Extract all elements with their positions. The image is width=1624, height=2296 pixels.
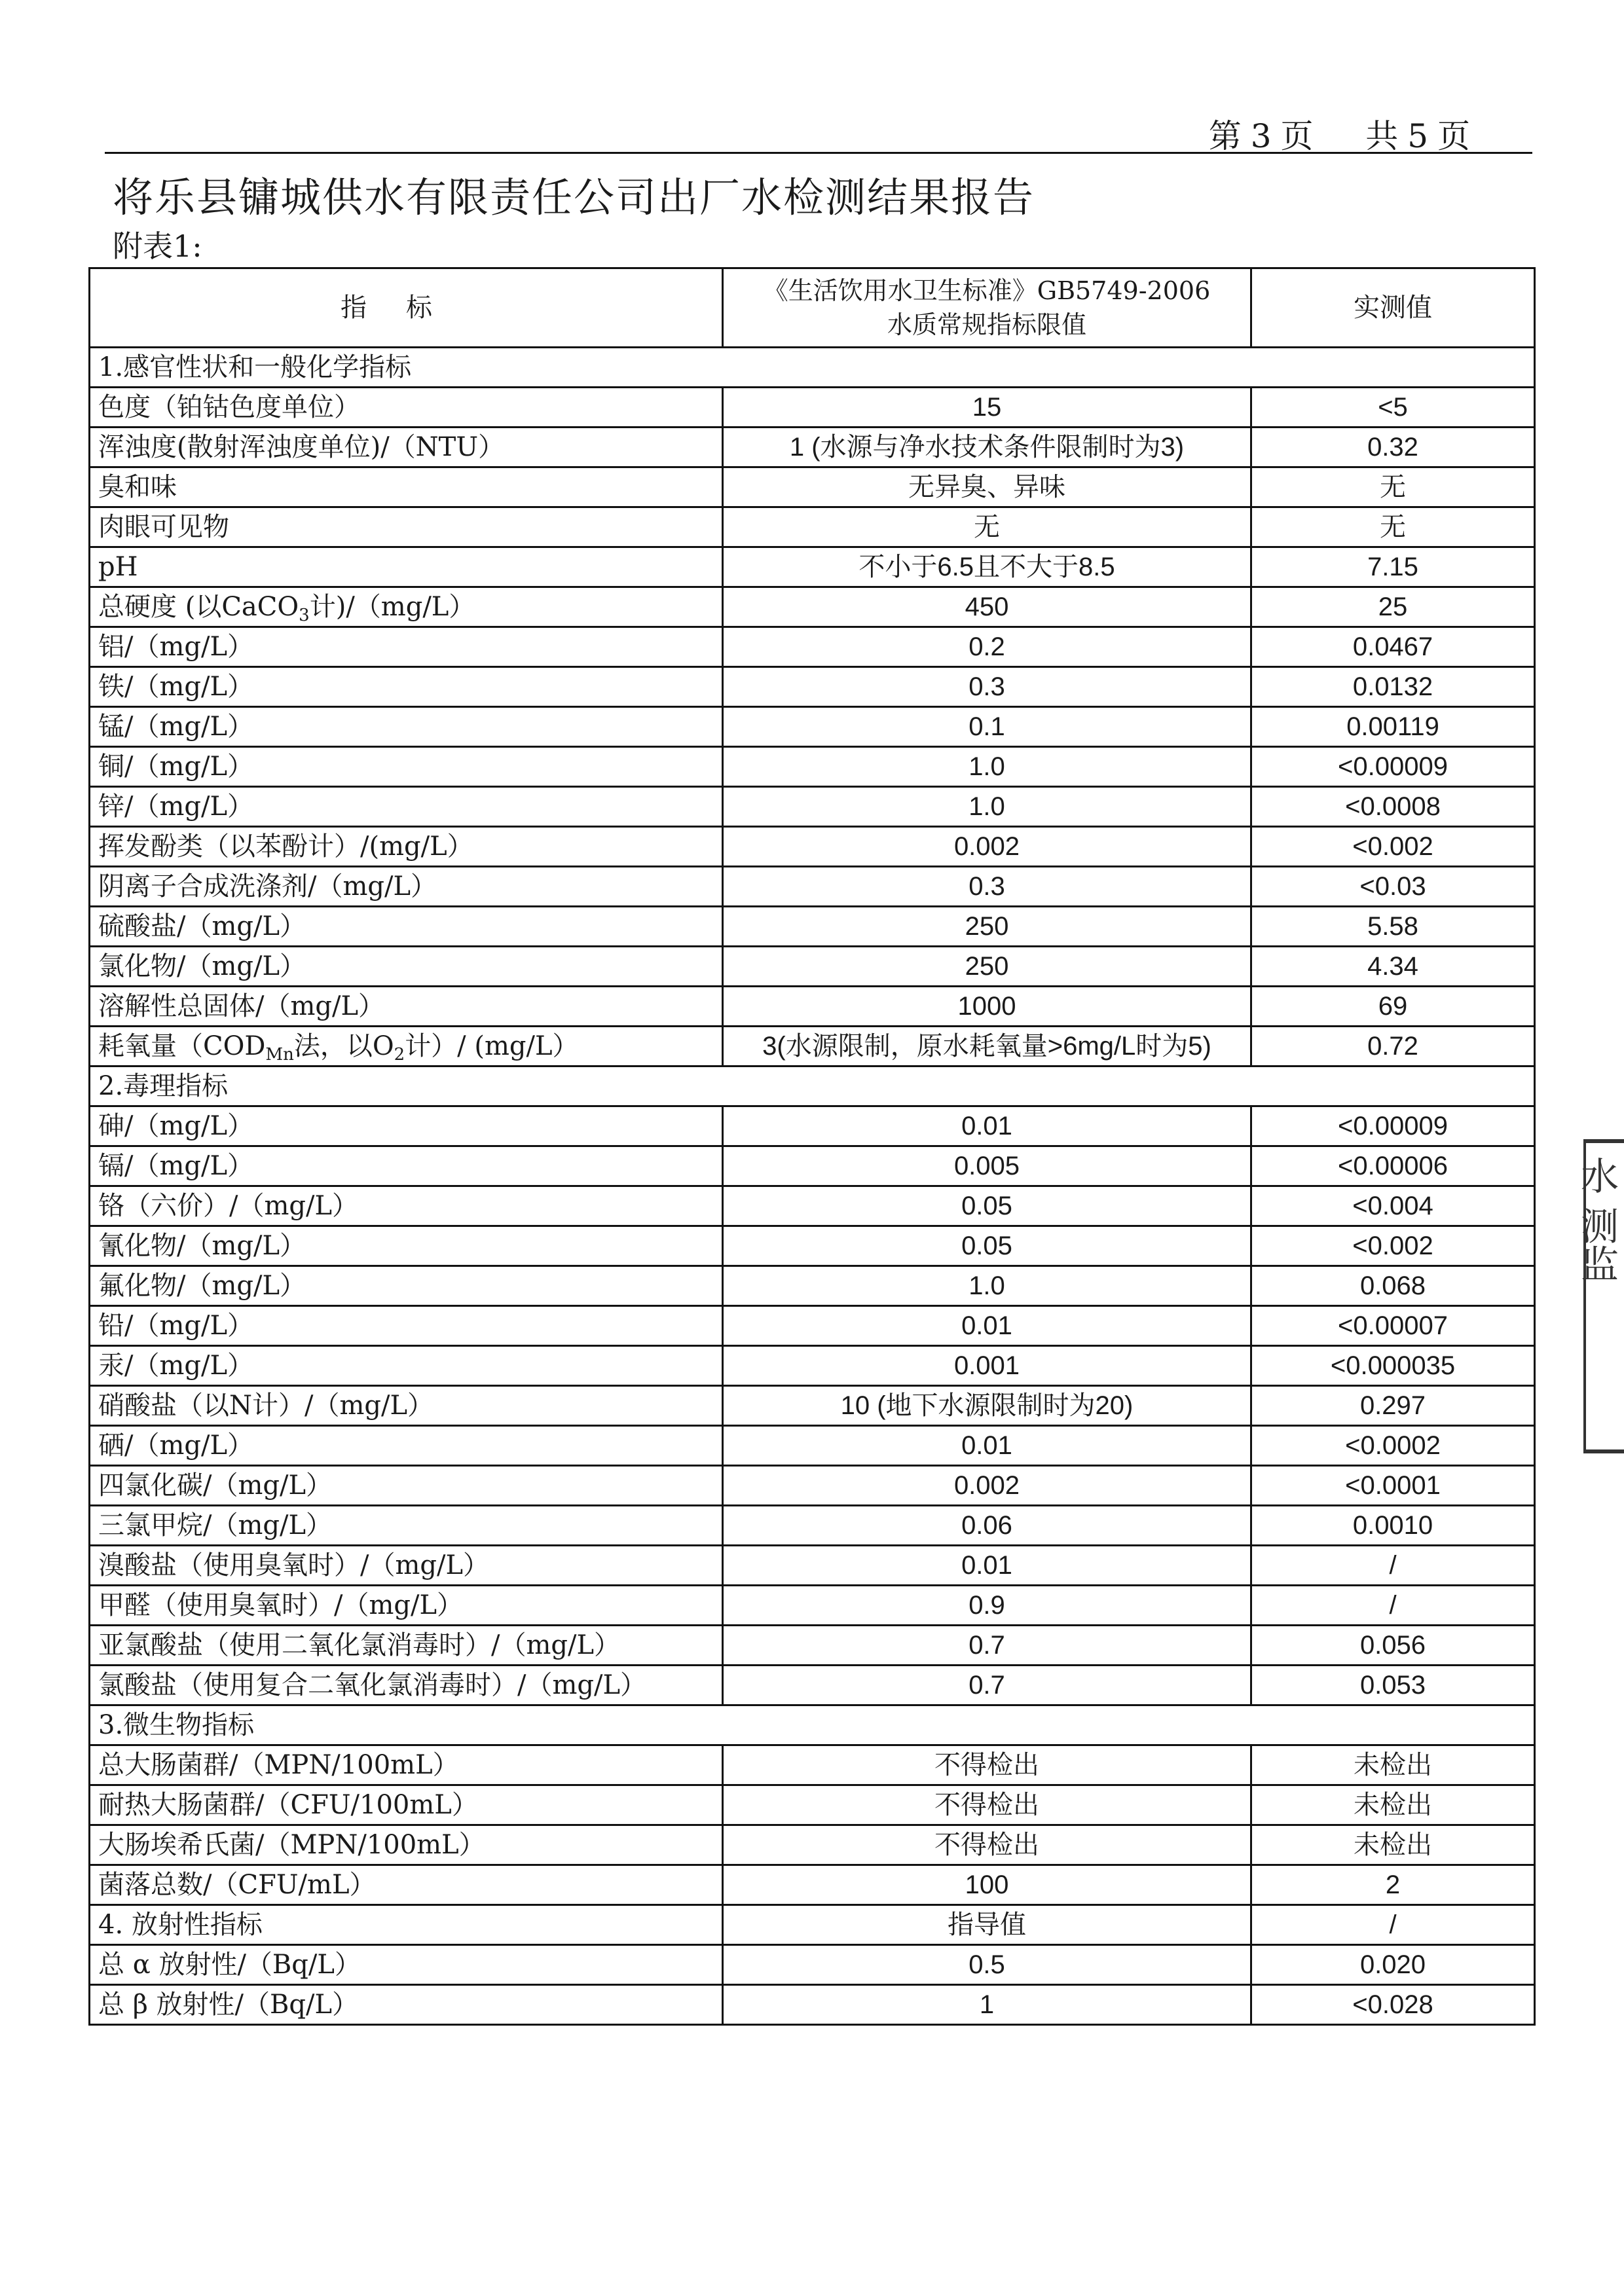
- measured-value: 25: [1251, 587, 1535, 627]
- measured-value: 2: [1251, 1865, 1535, 1905]
- side-stamp: 水 测监: [1583, 1139, 1624, 1453]
- col-measured-header: 实测值: [1251, 268, 1535, 348]
- standard-limit: 0.1: [723, 707, 1251, 747]
- measured-value: 无: [1251, 467, 1535, 507]
- indicator-name: 大肠埃希氏菌/（MPN/100mL）: [90, 1825, 723, 1865]
- table-row: [90, 867, 1535, 907]
- indicator-name: 三氯甲烷/（mg/L）: [90, 1506, 723, 1546]
- table-row: [90, 1186, 1535, 1226]
- standard-limit: 1: [723, 1985, 1251, 2025]
- indicator-name: 溶解性总固体/（mg/L）: [90, 987, 723, 1027]
- table-row: [90, 987, 1535, 1027]
- standard-limit: 0.9: [723, 1586, 1251, 1626]
- standard-limit: 0.3: [723, 667, 1251, 707]
- measured-value: <5: [1251, 388, 1535, 428]
- table-row: [90, 1466, 1535, 1506]
- indicator-name: 肉眼可见物: [90, 507, 723, 547]
- measured-value: 0.0132: [1251, 667, 1535, 707]
- indicator-name: 硒/（mg/L）: [90, 1426, 723, 1466]
- measured-value: <0.004: [1251, 1186, 1535, 1226]
- measured-value: /: [1251, 1586, 1535, 1626]
- table-row: [90, 627, 1535, 667]
- standard-limit: 0.01: [723, 1426, 1251, 1466]
- section-title: 4. 放射性指标: [90, 1905, 723, 1945]
- measured-value: 7.15: [1251, 547, 1535, 587]
- indicator-name: 总 α 放射性/（Bq/L）: [90, 1945, 723, 1985]
- table-row: [90, 1027, 1535, 1066]
- table-row: [90, 547, 1535, 587]
- measured-value: <0.000035: [1251, 1346, 1535, 1386]
- measured-value: <0.00009: [1251, 1106, 1535, 1146]
- table-row: [90, 1226, 1535, 1266]
- standard-limit: 1.0: [723, 747, 1251, 787]
- standard-limit: 10 (地下水源限制时为20): [723, 1386, 1251, 1426]
- table-row: [90, 747, 1535, 787]
- indicator-name: 氯化物/（mg/L）: [90, 947, 723, 987]
- table-row: [90, 587, 1535, 627]
- standard-limit: 不得检出: [723, 1745, 1251, 1785]
- standard-limit: 0.01: [723, 1306, 1251, 1346]
- standard-limit: 1.0: [723, 1266, 1251, 1306]
- standard-limit: 0.06: [723, 1506, 1251, 1546]
- measured-value: 0.297: [1251, 1386, 1535, 1426]
- table-row: [90, 707, 1535, 747]
- standard-limit: 0.05: [723, 1226, 1251, 1266]
- standard-limit: 1 (水源与净水技术条件限制时为3): [723, 428, 1251, 467]
- indicator-name: pH: [90, 547, 723, 587]
- indicator-name: 砷/（mg/L）: [90, 1106, 723, 1146]
- measured-value: 5.58: [1251, 907, 1535, 947]
- measured-value: 未检出: [1251, 1745, 1535, 1785]
- table-row: [90, 947, 1535, 987]
- standard-limit: 0.005: [723, 1146, 1251, 1186]
- table-row: [90, 1266, 1535, 1306]
- measured-value: <0.00006: [1251, 1146, 1535, 1186]
- col-standard-header: 《生活饮用水卫生标准》GB5749-2006 水质常规指标限值: [723, 268, 1251, 348]
- measured-value: 0.0010: [1251, 1506, 1535, 1546]
- table-row: [90, 388, 1535, 428]
- indicator-name: 锰/（mg/L）: [90, 707, 723, 747]
- standard-limit: 0.002: [723, 1466, 1251, 1506]
- table-row: [90, 1586, 1535, 1626]
- measured-value: 0.020: [1251, 1945, 1535, 1985]
- standard-limit: 0.001: [723, 1346, 1251, 1386]
- measured-value: <0.028: [1251, 1985, 1535, 2025]
- standard-limit: 3(水源限制，原水耗氧量>6mg/L时为5): [723, 1027, 1251, 1066]
- section-row: [90, 348, 1535, 388]
- indicator-name: 汞/（mg/L）: [90, 1346, 723, 1386]
- standard-limit: 0.7: [723, 1666, 1251, 1705]
- measured-value: 0.056: [1251, 1626, 1535, 1666]
- measured-value: <0.00007: [1251, 1306, 1535, 1346]
- page-number: 第 3 页 共 5 页: [1208, 117, 1474, 155]
- indicator-name: 挥发酚类（以苯酚计）/(mg/L）: [90, 827, 723, 867]
- standard-limit: 无异臭、异味: [723, 467, 1251, 507]
- measured-value: 0.00119: [1251, 707, 1535, 747]
- table-row: [90, 1146, 1535, 1186]
- measured-value: 无: [1251, 507, 1535, 547]
- indicator-name: 四氯化碳/（mg/L）: [90, 1466, 723, 1506]
- table-row: [90, 1865, 1535, 1905]
- standard-limit: 0.3: [723, 867, 1251, 907]
- indicator-name: 臭和味: [90, 467, 723, 507]
- measured-value: <0.0008: [1251, 787, 1535, 827]
- table-row: [90, 1546, 1535, 1586]
- indicator-name: 浑浊度(散射浑浊度单位)/（NTU）: [90, 428, 723, 467]
- section-row: [90, 1705, 1535, 1745]
- measured-value: <0.0001: [1251, 1466, 1535, 1506]
- measured-value: <0.002: [1251, 827, 1535, 867]
- measured-value: 0.32: [1251, 428, 1535, 467]
- table-row: [90, 1626, 1535, 1666]
- table-row: [90, 907, 1535, 947]
- indicator-name: 溴酸盐（使用臭氧时）/（mg/L）: [90, 1546, 723, 1586]
- standard-limit: 450: [723, 587, 1251, 627]
- col-indicator-header: 指标: [90, 268, 723, 348]
- measured-value: /: [1251, 1546, 1535, 1586]
- indicator-name: 色度（铂钴色度单位）: [90, 388, 723, 428]
- table-row: [90, 1985, 1535, 2025]
- section-title: 3.微生物指标: [90, 1705, 1535, 1745]
- indicator-name: 镉/（mg/L）: [90, 1146, 723, 1186]
- table-row: [90, 1346, 1535, 1386]
- indicator-name: 锌/（mg/L）: [90, 787, 723, 827]
- standard-limit: 15: [723, 388, 1251, 428]
- measured-value: 4.34: [1251, 947, 1535, 987]
- section-title: 2.毒理指标: [90, 1066, 1535, 1106]
- table-header-row: [90, 268, 1535, 348]
- section-standard: 指导值: [723, 1905, 1251, 1945]
- measured-value: 0.72: [1251, 1027, 1535, 1066]
- indicator-name: 铬（六价）/（mg/L）: [90, 1186, 723, 1226]
- standard-limit: 不得检出: [723, 1825, 1251, 1865]
- standard-limit: 0.7: [723, 1626, 1251, 1666]
- standard-limit: 0.01: [723, 1106, 1251, 1146]
- standard-limit: 不得检出: [723, 1785, 1251, 1825]
- section-title: 1.感官性状和一般化学指标: [90, 348, 1535, 388]
- indicator-name: 铅/（mg/L）: [90, 1306, 723, 1346]
- measured-value: 69: [1251, 987, 1535, 1027]
- table-row: [90, 1386, 1535, 1426]
- indicator-name: 甲醛（使用臭氧时）/（mg/L）: [90, 1586, 723, 1626]
- indicator-name: 总大肠菌群/（MPN/100mL）: [90, 1745, 723, 1785]
- indicator-name: 铁/（mg/L）: [90, 667, 723, 707]
- standard-limit: 无: [723, 507, 1251, 547]
- indicator-name: 阴离子合成洗涤剂/（mg/L）: [90, 867, 723, 907]
- measured-value: <0.00009: [1251, 747, 1535, 787]
- table-row: [90, 507, 1535, 547]
- standard-limit: 1.0: [723, 787, 1251, 827]
- indicator-name: 铜/（mg/L）: [90, 747, 723, 787]
- standard-limit: 0.05: [723, 1186, 1251, 1226]
- measured-value: 0.0467: [1251, 627, 1535, 667]
- measured-value: 0.068: [1251, 1266, 1535, 1306]
- section-row: [90, 1066, 1535, 1106]
- standard-limit: 250: [723, 907, 1251, 947]
- table-row: [90, 827, 1535, 867]
- standard-limit: 250: [723, 947, 1251, 987]
- report-title: 将乐县镛城供水有限责任公司出厂水检测结果报告: [113, 173, 1035, 221]
- measured-value: <0.03: [1251, 867, 1535, 907]
- indicator-name: 氰化物/（mg/L）: [90, 1226, 723, 1266]
- section-value: /: [1251, 1905, 1535, 1945]
- standard-limit: 不小于6.5且不大于8.5: [723, 547, 1251, 587]
- indicator-name: 总 β 放射性/（Bq/L）: [90, 1985, 723, 2025]
- table-row: [90, 1106, 1535, 1146]
- table-row: [90, 428, 1535, 467]
- indicator-name: 硫酸盐/（mg/L）: [90, 907, 723, 947]
- indicator-name: 硝酸盐（以N计）/（mg/L）: [90, 1386, 723, 1426]
- table-row: [90, 1745, 1535, 1785]
- standard-limit: 0.002: [723, 827, 1251, 867]
- header-rule: [105, 152, 1532, 154]
- table-body: [90, 348, 1535, 2025]
- indicator-name: 铝/（mg/L）: [90, 627, 723, 667]
- indicator-name: 亚氯酸盐（使用二氧化氯消毒时）/（mg/L）: [90, 1626, 723, 1666]
- section-row: [90, 1905, 1535, 1945]
- table-row: [90, 1785, 1535, 1825]
- table-row: [90, 1506, 1535, 1546]
- table-row: [90, 667, 1535, 707]
- measured-value: <0.0002: [1251, 1426, 1535, 1466]
- standard-limit: 0.01: [723, 1546, 1251, 1586]
- indicator-name: 菌落总数/（CFU/mL）: [90, 1865, 723, 1905]
- table-row: [90, 467, 1535, 507]
- standard-limit: 0.5: [723, 1945, 1251, 1985]
- table-row: [90, 1825, 1535, 1865]
- table-row: [90, 1306, 1535, 1346]
- indicator-name: 总硬度 (以CaCO$_3$计)/（mg/L）: [90, 587, 723, 627]
- standard-limit: 0.2: [723, 627, 1251, 667]
- table-row: [90, 1945, 1535, 1985]
- table-row: [90, 1666, 1535, 1705]
- indicator-name: 耗氧量（$COD_{Mn}$法，以$O_2$计）/ (mg/L）: [90, 1027, 723, 1066]
- standard-limit: 1000: [723, 987, 1251, 1027]
- measured-value: <0.002: [1251, 1226, 1535, 1266]
- attachment-label: 附表1:: [113, 228, 202, 264]
- standard-limit: 100: [723, 1865, 1251, 1905]
- table-row: [90, 1426, 1535, 1466]
- indicator-name: 耐热大肠菌群/（CFU/100mL）: [90, 1785, 723, 1825]
- measured-value: 未检出: [1251, 1825, 1535, 1865]
- indicator-name: 氟化物/（mg/L）: [90, 1266, 723, 1306]
- indicator-name: 氯酸盐（使用复合二氧化氯消毒时）/（mg/L）: [90, 1666, 723, 1705]
- results-table: [88, 267, 1536, 2026]
- table-row: [90, 787, 1535, 827]
- measured-value: 未检出: [1251, 1785, 1535, 1825]
- measured-value: 0.053: [1251, 1666, 1535, 1705]
